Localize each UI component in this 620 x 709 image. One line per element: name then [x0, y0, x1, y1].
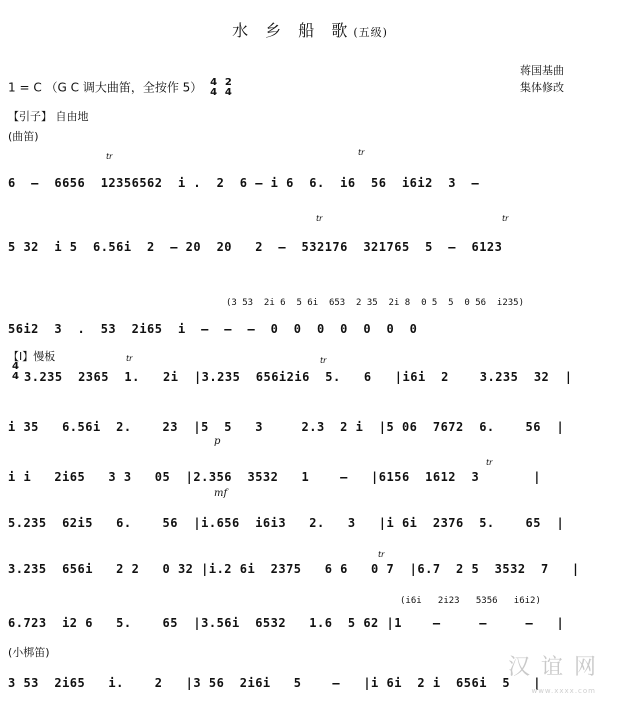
watermark-logo: 汉 谊 网	[508, 655, 598, 680]
title-sub: (五级)	[353, 26, 388, 39]
score-row: 5 32 i 5 6.56i 2 – 20 20 2 – 532176 321765 5 – 6123	[8, 240, 503, 254]
time-signature-a: 4 4	[210, 77, 218, 98]
score-row: 3 53 2i65 i. 2 |3 56 2i6i 5 – |i 6i 2 i 656i 5 |	[8, 676, 541, 690]
time-signature-b: 2 4	[224, 77, 232, 98]
score-row: 3.235 656i 2 2 0 32 |i.2 6i 2375 6 6 0 7 |6.7 2 5 3532 7 |	[8, 562, 580, 576]
score-row: 5.235 62i5 6. 56 |i.656 i6i3 2. 3 |i 6i 2376 5. 65 |	[8, 516, 565, 530]
score-row: 6.723 i2 6 5. 65 |3.56i 6532 1.6 5 62 |1 – – – |	[8, 616, 565, 630]
score-row: 3.235 2365 1. 2i |3.235 656i2i6 5. 6 |i6i 2 3.235 32 |	[24, 370, 573, 384]
instrument-qudi: (曲笛)	[8, 130, 39, 143]
composer: 蒋国基曲	[520, 64, 564, 77]
trill-mark: tr	[358, 148, 365, 157]
trill-mark: tr	[378, 550, 385, 559]
watermark-url: www.xxxx.com	[531, 687, 596, 695]
dynamic-mf: mf	[214, 488, 228, 499]
instrument-bangdi: (小梆笛)	[8, 646, 50, 659]
trill-mark: tr	[486, 458, 493, 467]
title-text: 水 乡 船 歌	[232, 21, 354, 40]
credits	[520, 62, 564, 96]
trill-mark: tr	[126, 354, 133, 363]
section-label: 【Ⅰ】慢板	[8, 350, 56, 363]
key-signature	[8, 78, 232, 98]
trill-mark: tr	[320, 356, 327, 365]
trill-mark: tr	[502, 214, 509, 223]
score-row: i 35 6.56i 2. 23 |5 5 3 2.3 2 i |5 06 7672 6. 56 |	[8, 420, 565, 434]
score-row-alt: (3 53 2i 6 5 6i 653 2 35 2i 8 0 5 5 0 56 i235)	[226, 298, 525, 308]
score-row: 56i2 3 . 53 2i65 i – – – 0 0 0 0 0 0 0	[8, 322, 418, 336]
dynamic-p: p	[214, 436, 221, 447]
intro-label: 【引子】 自由地	[8, 110, 89, 123]
arranger: 集体修改	[520, 81, 564, 94]
time-signature-section: 4 4	[12, 361, 19, 382]
score-row: 6 – 6656 12356562 i . 2 6 – i 6 6. i6 56 i6i2 3 –	[8, 176, 480, 190]
key-text: 1 = C （G C 调大曲笛，全按作 5）	[8, 80, 203, 95]
trill-mark: tr	[316, 214, 323, 223]
score-row-alt: (i6i 2i23 5356 i6i2)	[400, 596, 541, 606]
trill-mark: tr	[106, 152, 113, 161]
score-row: i i 2i65 3 3 05 |2.356 3532 1 – |6156 1612 3 |	[8, 470, 541, 484]
page-title	[0, 18, 620, 41]
